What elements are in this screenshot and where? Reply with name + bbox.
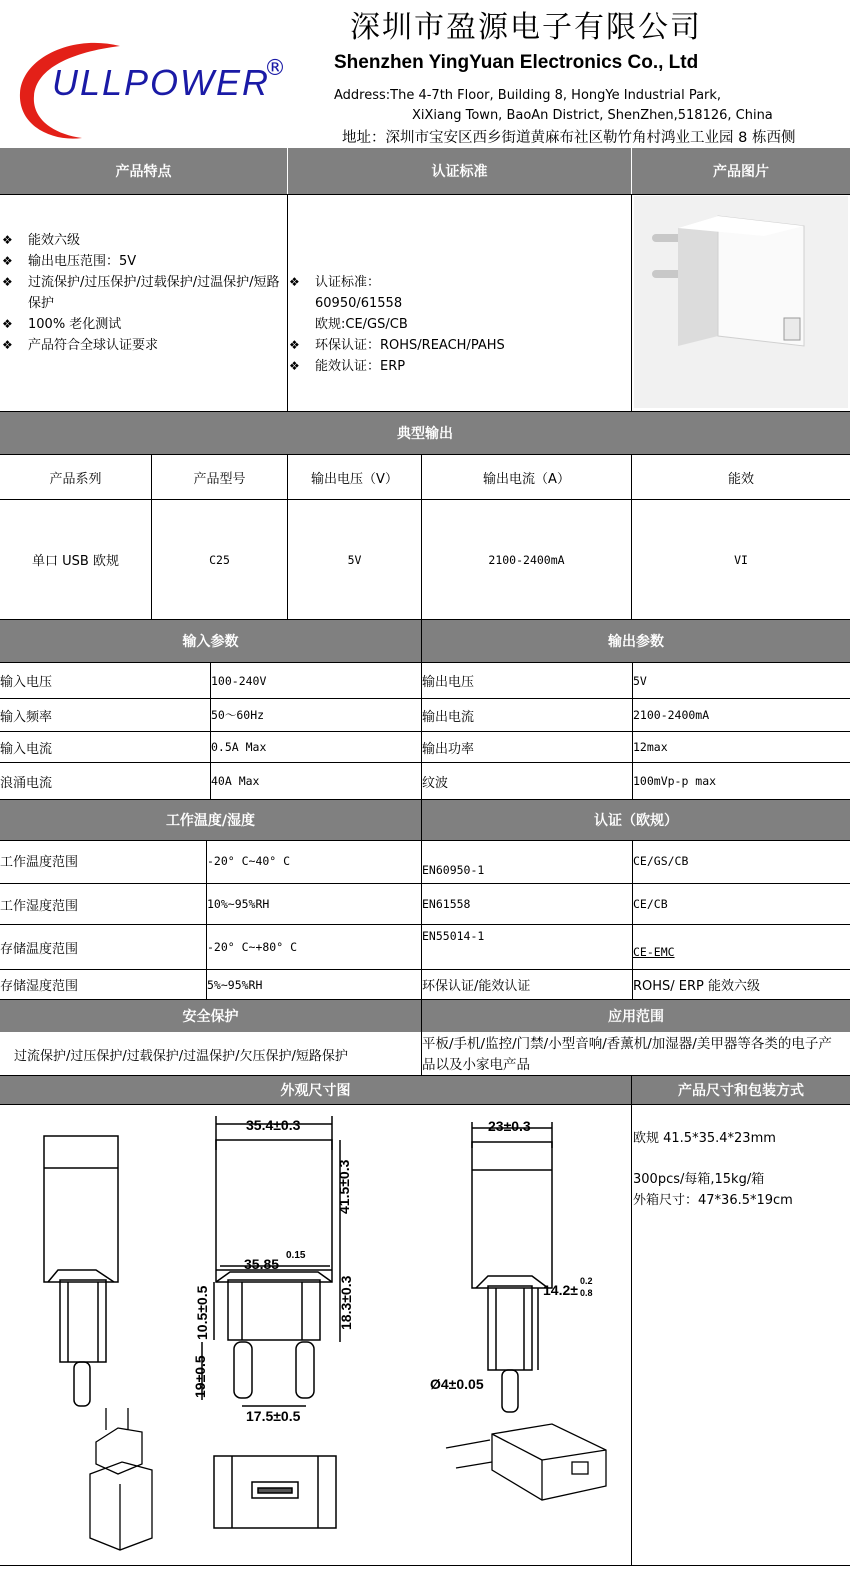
packing-title: 产品尺寸和包装方式 (632, 1076, 850, 1104)
cert-standard: 环保认证/能效认证 (422, 979, 531, 994)
application-text: 平板/手机/监控/门禁/小型音响/香薰机/加湿器/美甲器等各类的电子产品以及小家电产品 (422, 1036, 832, 1073)
param-label: 浪涌电流 (0, 775, 53, 791)
feature-item: ❖ 产品符合全球认证要求 (0, 335, 286, 356)
packing-line: 300pcs/每箱,15kg/箱 (633, 1172, 765, 1187)
packing-info (633, 1128, 848, 1211)
header-features: 产品特点 (0, 148, 287, 194)
front-view-drawing (190, 1110, 390, 1430)
dim-depth: 23±0.3 (488, 1118, 531, 1134)
cell-model: C25 (209, 552, 230, 567)
charger-photo-icon (634, 196, 848, 408)
col-series: 产品系列 (49, 471, 102, 487)
cell-series: 单口 USB 欧规 (32, 554, 119, 569)
param-value: 5V (633, 673, 647, 688)
dim-height-low: 18.3±0.3 (338, 1275, 354, 1330)
output-params-title: 输出参数 (422, 620, 850, 662)
header-product-image: 产品图片 (632, 148, 850, 194)
perspective-view-drawing (82, 1402, 162, 1552)
input-params-title: 输入参数 (0, 620, 421, 662)
logo-registered-mark: ® (264, 56, 286, 81)
env-label: 工作温度范围 (0, 855, 79, 870)
param-label: 纹波 (422, 775, 449, 791)
perspective-right-drawing (442, 1420, 612, 1520)
dim-left-b: 19±0.5 (192, 1355, 208, 1398)
cert-standard: EN61558 (422, 897, 471, 911)
param-value: 100mVp-p max (633, 774, 717, 788)
dim-left-a: 10.5±0.5 (194, 1285, 210, 1340)
col-model: 产品型号 (193, 471, 246, 487)
packing-line: 欧规 41.5*35.4*23mm (633, 1131, 776, 1146)
cert-mark: ROHS/ ERP 能效六级 (633, 979, 761, 994)
env-label: 工作湿度范围 (0, 898, 79, 914)
cell-efficiency: VI (734, 552, 748, 567)
drawing-title: 外观尺寸图 (0, 1076, 631, 1104)
dim-width-top: 35.4±0.3 (246, 1117, 301, 1133)
dim-pin-pitch: 17.5±0.5 (246, 1408, 301, 1424)
dim-plug-tol-up: 0.2 (580, 1276, 593, 1286)
param-value: 2100-2400mA (633, 708, 710, 722)
side-view-drawing (36, 1130, 136, 1410)
param-label: 输入电压 (0, 675, 53, 690)
company-name-cn: 深圳市盈源电子有限公司 (350, 10, 702, 45)
logo-text: ULLPOWER (52, 62, 271, 103)
param-value: 100-240V (211, 673, 267, 688)
feature-item: ❖ 能效六级 (0, 230, 286, 251)
env-value: -20° C~40° C (207, 854, 291, 868)
cert-item: ❖ 能效认证：ERP (287, 356, 627, 377)
param-label: 输出电流 (422, 709, 475, 725)
param-label: 输出电压 (422, 675, 475, 690)
feature-item: ❖ 过流保护/过压保护/过载保护/过温保护/短路保护 (0, 272, 286, 314)
typical-output-title: 典型输出 (0, 412, 850, 454)
dim-width-mid: 35.85 (244, 1256, 280, 1272)
cell-current: 2100-2400mA (488, 552, 565, 567)
address-en-line2: XiXiang Town, BaoAn District, ShenZhen,518126, China (412, 108, 773, 123)
param-label: 输出功率 (422, 741, 475, 757)
cert-standard: EN60950-1 (422, 863, 485, 877)
cert-item: 欧规:CE/GS/CB (315, 317, 408, 332)
packing-line: 外箱尺寸：47*36.5*19cm (633, 1193, 793, 1208)
cert-item: ❖ 认证标准： (287, 272, 627, 293)
cert-mark: CE-EMC (633, 945, 675, 959)
dim-plug-length: 14.2± (543, 1282, 578, 1298)
feature-item: ❖ 100% 老化测试 (0, 314, 286, 335)
env-value: -20° C~+80° C (207, 940, 298, 954)
dim-height: 41.5±0.3 (336, 1159, 352, 1214)
param-value: 40A Max (211, 774, 260, 788)
dim-width-mid-tol: 0.15 (286, 1250, 306, 1261)
dim-plug-tol-down: 0.8 (580, 1288, 593, 1298)
feature-item: ❖ 输出电压范围：5V (0, 251, 286, 272)
product-photo (634, 196, 848, 408)
env-label: 存储温度范围 (0, 941, 79, 957)
dim-pin-diameter: Ø4±0.05 (430, 1376, 484, 1392)
cert-item: 60950/61558 (315, 296, 403, 311)
env-label: 存储湿度范围 (0, 979, 79, 994)
cert-mark: CE/CB (633, 897, 668, 911)
cert-mark: CE/GS/CB (633, 854, 689, 868)
col-voltage: 输出电压（V） (311, 471, 398, 487)
features-list (0, 230, 286, 356)
env-value: 5%~95%RH (207, 977, 263, 992)
cert-standard: EN55014-1 (422, 929, 485, 943)
cell-voltage: 5V (347, 552, 362, 567)
param-label: 输入电流 (0, 741, 53, 757)
param-value: 0.5A Max (211, 740, 267, 754)
bottom-view-drawing (212, 1452, 340, 1532)
cert-item: ❖ 环保认证：ROHS/REACH/PAHS (287, 335, 627, 356)
safety-title: 安全保护 (0, 1000, 421, 1032)
depth-view-drawing (462, 1118, 572, 1418)
env-title: 工作温度/湿度 (0, 800, 421, 840)
certification-list (287, 272, 627, 377)
col-efficiency: 能效 (727, 471, 754, 487)
param-value: 12max (633, 740, 668, 754)
header-certification: 认证标准 (288, 148, 631, 194)
company-name-en: Shenzhen YingYuan Electronics Co., Ltd (334, 52, 699, 73)
col-current: 输出电流（A） (483, 471, 570, 487)
application-title: 应用范围 (422, 1000, 850, 1032)
param-label: 输入频率 (0, 709, 53, 725)
address-cn: 地址：深圳市宝安区西乡街道黄麻布社区勒竹角村鸿业工业园 8 栋西侧 (342, 130, 796, 146)
safety-text: 过流保护/过压保护/过载保护/过温保护/欠压保护/短路保护 (14, 1048, 348, 1064)
param-value: 50～60Hz (211, 708, 265, 722)
address-en-line1: Address:The 4-7th Floor, Building 8, HongYe Industrial Park, (334, 88, 722, 103)
env-value: 10%~95%RH (207, 897, 270, 911)
cert-eu-title: 认证（欧规） (422, 800, 850, 840)
